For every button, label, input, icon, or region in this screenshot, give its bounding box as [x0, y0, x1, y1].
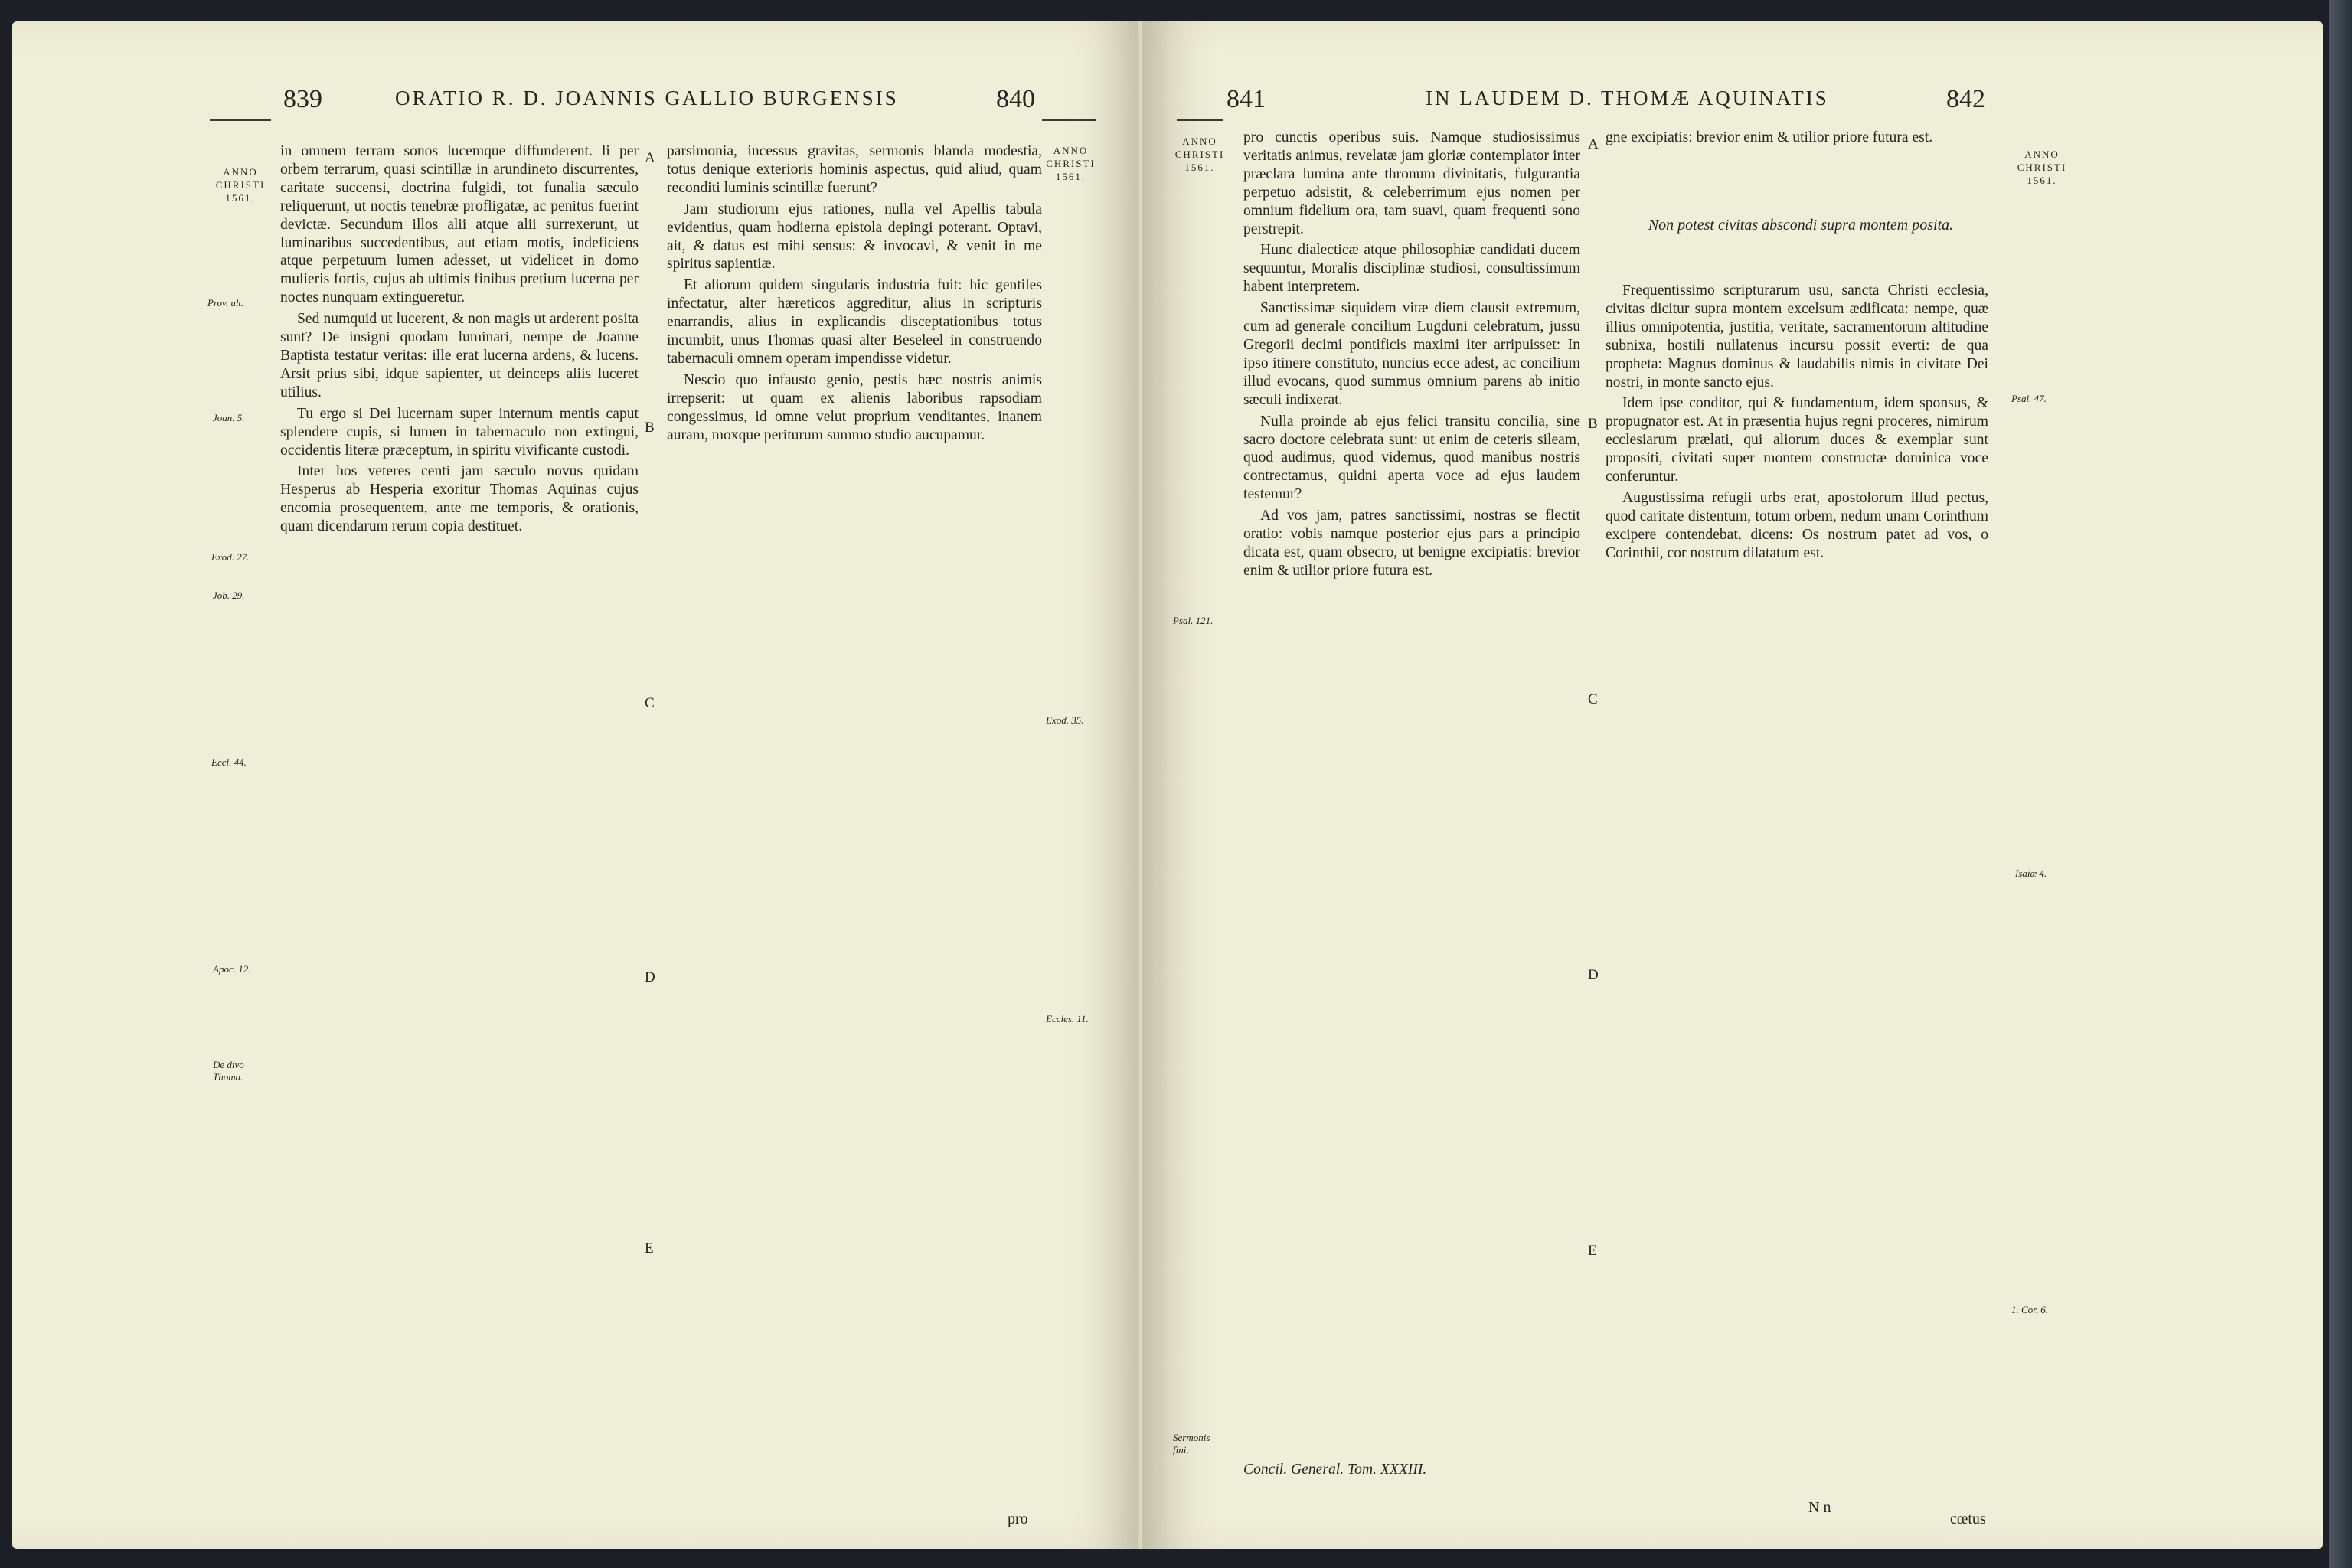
rule [210, 119, 271, 121]
anno-christi-note: ANNO CHRISTI 1561. [1174, 136, 1225, 173]
section-letter: A [1588, 136, 1599, 152]
section-letter: E [645, 1240, 654, 1256]
margin-note: Exod. 35. [1046, 714, 1084, 726]
paragraph: Idem ipse conditor, qui & fundamentum, idem sponsus, & propugnator est. At in præsentia hujus regni proceres, nimirum ecclesiarum prælati, qui aliorum duces & exemplar sunt propositi, civitati super montem constructæ dominica voce conferuntur. [1606, 395, 1988, 485]
paragraph: in omnem terram sonos lucemque diffunderent. li per orbem terrarum, quasi scintillæ in arundineto discurrentes, caritate succensi, doctrina fulgidi, tot funalia sæculo reliquerunt, ut noctis tenebræ profligatæ, ac penitus fuerint devictæ. Secundum illos alii atque alii surrexerunt, ut luminaribus succedentibus, aut etiam motis, indeficiens atque perpetuum lumen adesset, ut videlicet in domo mulieris fortis, cujus ab ultimis finibus pretium lucerna per noctes nunquam extingueretur. [280, 143, 639, 306]
page-number: 839 [283, 85, 322, 113]
paragraph: Et aliorum quidem singularis industria fuit: hic gentiles infectatur, alter hæreticos aggreditur, alius in scripturis enarrandis, alius in explicandis disceptationibus totus incumbit, unus Thomas quasi alter Beseleel in construendo tabernaculi omnem operam impendisse videtur. [667, 277, 1042, 367]
section-letter: B [645, 420, 655, 436]
anno-christi-note: ANNO CHRISTI 1561. [215, 166, 266, 204]
paragraph: Augustissima refugii urbs erat, apostolorum illud pectus, quod caritate distentum, totum orbem, nedum unam Corinthum excipere contendebat, dicens: Os nostrum patet ad vos, o Corinthii, cor nostrum dilatatum est. [1606, 489, 1988, 561]
margin-note: Joan. 5. [213, 412, 245, 423]
signature-mark: N n [1808, 1499, 1831, 1516]
paragraph: Nulla proinde ab ejus felici transitu concilia, sine sacro doctore celebrata sunt: ut enim de ceteris sileam, quod audimus, quod videmus, quod manibus nostris contrectamus, quidni aperta voce ad ejus laudem testemur? [1243, 413, 1580, 503]
paragraph: Jam studiorum ejus rationes, nulla vel Apellis tabula evidentius, quam hodierna epistola depingi poterant. Optavi, ait, & datus est mihi sensus: & invocavi, & venit in me spiritus sapientiæ. [667, 201, 1042, 273]
paragraph: parsimonia, incessus gravitas, sermonis blanda modestia, totus denique exterioris hominis aspectus, quid aliud, quam reconditi luminis scintillæ fuerunt? [667, 143, 1042, 196]
margin-note: Isaiæ 4. [2015, 867, 2047, 879]
margin-note: Prov. ult. [207, 297, 244, 309]
section-letter: C [645, 695, 655, 711]
catchword: cœtus [1950, 1511, 1986, 1527]
margin-note: Exod. 27. [211, 551, 250, 563]
margin-note: Apoc. 12. [213, 963, 251, 975]
section-letter: A [645, 150, 655, 166]
footer-citation [1243, 1461, 1580, 1479]
paragraph: Hunc dialecticæ atque philosophiæ candidati ducem sequuntur, Moralis disciplinæ studiosi, consultissimum habent interpretem. [1243, 242, 1580, 296]
text-column [1243, 129, 1580, 583]
paragraph: Frequentissimo scripturarum usu, sancta Christi ecclesia, civitas dicitur supra montem excelsum ædificata: nempe, quæ illius omnipotentia, justitia, veritate, sacramentorum altitudine subnixa, hostili nullatenus incursu possit everti: de qua propheta: Magnus dominus & laudabilis nimis in civitate Dei nostri, in monte sancto ejus. [1606, 283, 1988, 390]
paragraph: Nescio quo infausto genio, pestis hæc nostris animis irrepserit: ut quam ex alienis laboribus rapsodiam congessimus, id omne velut proprium venditantes, inanem auram, moxque periturum summo studio aucupamur. [667, 371, 1042, 443]
section-letter: D [1588, 967, 1599, 983]
margin-note: Psal. 47. [2011, 393, 2047, 404]
anno-christi-note: ANNO CHRISTI 1561. [2017, 149, 2067, 186]
text-column [1606, 282, 1988, 566]
page-number: 841 [1227, 85, 1266, 113]
left-page [12, 21, 1142, 1549]
running-head: IN LAUDEM D. THOMÆ AQUINATIS [1426, 87, 1829, 109]
page-number: 842 [1946, 85, 1985, 113]
text-column [1606, 129, 1988, 150]
paragraph: Ad vos jam, patres sanctissimi, nostras se flectit oratio: vobis namque posterior ejus pars a principio dicata est, quam obsecro, ut benigne excipiatis: brevior enim & utilior priore futura est. [1243, 508, 1580, 579]
paragraph: Sed numquid ut lucerent, & non magis ut arderent posita sunt? De insigni quodam luminari, nempe de Joanne Baptista testatur veritas: ille erat lucerna ardens, & lucens. Arsit prius sibi, idque sapienter, ut deinceps aliis luceret utilius. [280, 311, 639, 400]
text-column [280, 142, 639, 539]
paragraph: pro cunctis operibus suis. Namque studiosissimus veritatis animus, revelatæ jam gloriæ contemplator inter præclara lumina ante thronum divinitatis, fulgurantia perpetuo adsistit, & celeberrimum ejus nomen per omnium fidelium ora, tam suavi, quam frequenti sono perstrepit. [1243, 129, 1580, 237]
margin-note: Eccles. 11. [1046, 1013, 1089, 1024]
catchword: pro [1008, 1511, 1028, 1527]
margin-note: Sermonis fini. [1173, 1432, 1210, 1455]
section-letter: E [1588, 1243, 1597, 1259]
paragraph: Tu ergo si Dei lucernam super internum mentis caput splendere cupis, si lumen in tabernaculo non extingui, occidentis literæ præceptum, in spiritu vivificante custodi. [280, 405, 639, 459]
section-letter: C [1588, 691, 1598, 707]
section-letter: B [1588, 416, 1598, 432]
margin-note: Job. 29. [213, 590, 245, 601]
section-letter: D [645, 969, 655, 985]
page-number: 840 [996, 85, 1035, 113]
running-head: ORATIO R. D. JOANNIS GALLIO BURGENSIS [395, 87, 899, 109]
text-column [667, 142, 1042, 448]
margin-note: Eccl. 44. [211, 756, 247, 768]
paragraph: Inter hos veteres centi jam sæculo novus quidam Hesperus ab Hesperia exoritur Thomas Aquinas cujus encomia prosequentem, ante me temporis, & orationis, quam dicendarum rerum copia destituet. [280, 463, 639, 535]
book-edge [2329, 0, 2352, 1568]
margin-note: Psal. 121. [1173, 615, 1214, 626]
right-page [1142, 21, 2323, 1549]
margin-note: De divo Thoma. [213, 1059, 244, 1083]
section-title: Non potest civitas abscondi supra montem posita. [1648, 217, 1954, 234]
rule [1042, 119, 1096, 121]
anno-christi-note: ANNO CHRISTI 1561. [1046, 145, 1096, 182]
rule [1177, 119, 1223, 121]
paragraph: Sanctissimæ siquidem vitæ diem clausit extremum, cum ad generale concilium Lugduni celebratum, jussu Gregorii decimi pontificis maximi iter arripuisset: In ipso itinere constituto, nuncius ecce adest, ac concilium illud evocans, quod summus omnium parens ab initio sæculi indixerat. [1243, 300, 1580, 408]
paragraph: gne excipiatis: brevior enim & utilior priore futura est. [1606, 129, 1933, 145]
margin-note: 1. Cor. 6. [2011, 1304, 2049, 1315]
footer-citation-text: Concil. General. Tom. XXXIII. [1243, 1462, 1427, 1478]
